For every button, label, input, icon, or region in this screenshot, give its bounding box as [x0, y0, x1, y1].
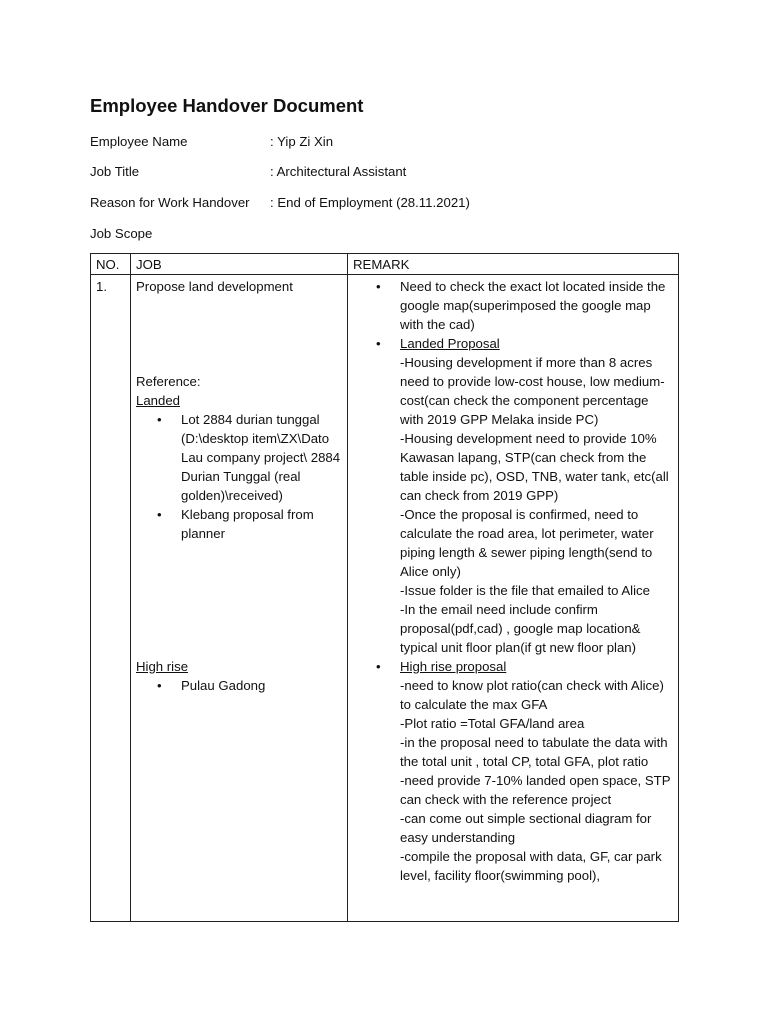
field-label: Job Title [90, 164, 140, 179]
row-number: 1. [91, 275, 131, 922]
highrise-proposal-heading: • High rise proposal [400, 659, 507, 674]
list-item: • Pulau Gadong [181, 676, 342, 695]
landed-reference-list [136, 410, 342, 543]
list-item: • Klebang proposal from planner [181, 505, 342, 543]
remark-list [353, 277, 673, 885]
remark-line: -compile the proposal with data, GF, car park level, facility floor(swimming pool), [400, 849, 662, 883]
field-job-title [90, 162, 690, 181]
highrise-reference-list [136, 676, 342, 695]
job-name: Propose land development [136, 279, 293, 294]
table-row [91, 275, 679, 922]
reference-label: Reference: [136, 374, 201, 389]
document-title: Employee Handover Document [90, 95, 364, 116]
table-header-row [91, 254, 679, 275]
highrise-heading: High rise [136, 659, 189, 674]
remark-line: -In the email need include confirm proposal(pdf,cad) , google map location& typical unit floor plan(if gt new floor plan) [400, 602, 641, 655]
field-label: Employee Name [90, 134, 188, 149]
remark-line: -Issue folder is the file that emailed to Alice [400, 583, 650, 598]
header-remark: REMARK [348, 254, 679, 275]
header-no: NO. [91, 254, 131, 275]
field-value: : Architectural Assistant [270, 164, 407, 179]
remark-line: -need to know plot ratio(can check with Alice) to calculate the max GFA [400, 678, 664, 712]
landed-proposal-heading: • Landed Proposal [400, 336, 500, 351]
remark-line: -in the proposal need to tabulate the data with the total unit , total CP, total GFA, plot ratio [400, 735, 668, 769]
remark-line: -can come out simple sectional diagram for easy understanding [400, 811, 652, 845]
job-scope-table [90, 253, 679, 922]
remark-line: -Housing development need to provide 10% Kawasan lapang, STP(can check from the table inside pc), OSD, TNB, water tank, etc(all can check from 2019 GPP) [400, 431, 669, 503]
landed-heading: Landed [136, 393, 181, 408]
field-value: : Yip Zi Xin [270, 134, 334, 149]
list-item [400, 657, 673, 885]
remark-line: -Plot ratio =Total GFA/land area [400, 716, 585, 731]
list-item: • Need to check the exact lot located inside the google map(superimposed the google map with the cad) [400, 277, 673, 334]
list-item [400, 334, 673, 657]
field-handover-reason [90, 193, 690, 212]
list-item: • Lot 2884 durian tunggal (D:\desktop item\ZX\Dato Lau company project\ 2884 Durian Tunggal (real golden)\received) [181, 410, 342, 505]
field-label: Reason for Work Handover [90, 195, 250, 210]
job-scope-label: Job Scope [90, 226, 153, 241]
job-cell [131, 275, 348, 922]
remark-line: -Housing development if more than 8 acres need to provide low-cost house, low medium-cost(can check the component percentage with 2019 GPP Melaka inside PC) [400, 355, 665, 427]
remark-cell [348, 275, 679, 922]
field-value: : End of Employment (28.11.2021) [270, 195, 470, 210]
field-employee-name [90, 132, 690, 151]
remark-line: -need provide 7-10% landed open space, STP can check with the reference project [400, 773, 671, 807]
remark-line: -Once the proposal is confirmed, need to calculate the road area, lot perimeter, water piping length & sewer piping length(send to Alice only) [400, 507, 654, 579]
header-job: JOB [131, 254, 348, 275]
